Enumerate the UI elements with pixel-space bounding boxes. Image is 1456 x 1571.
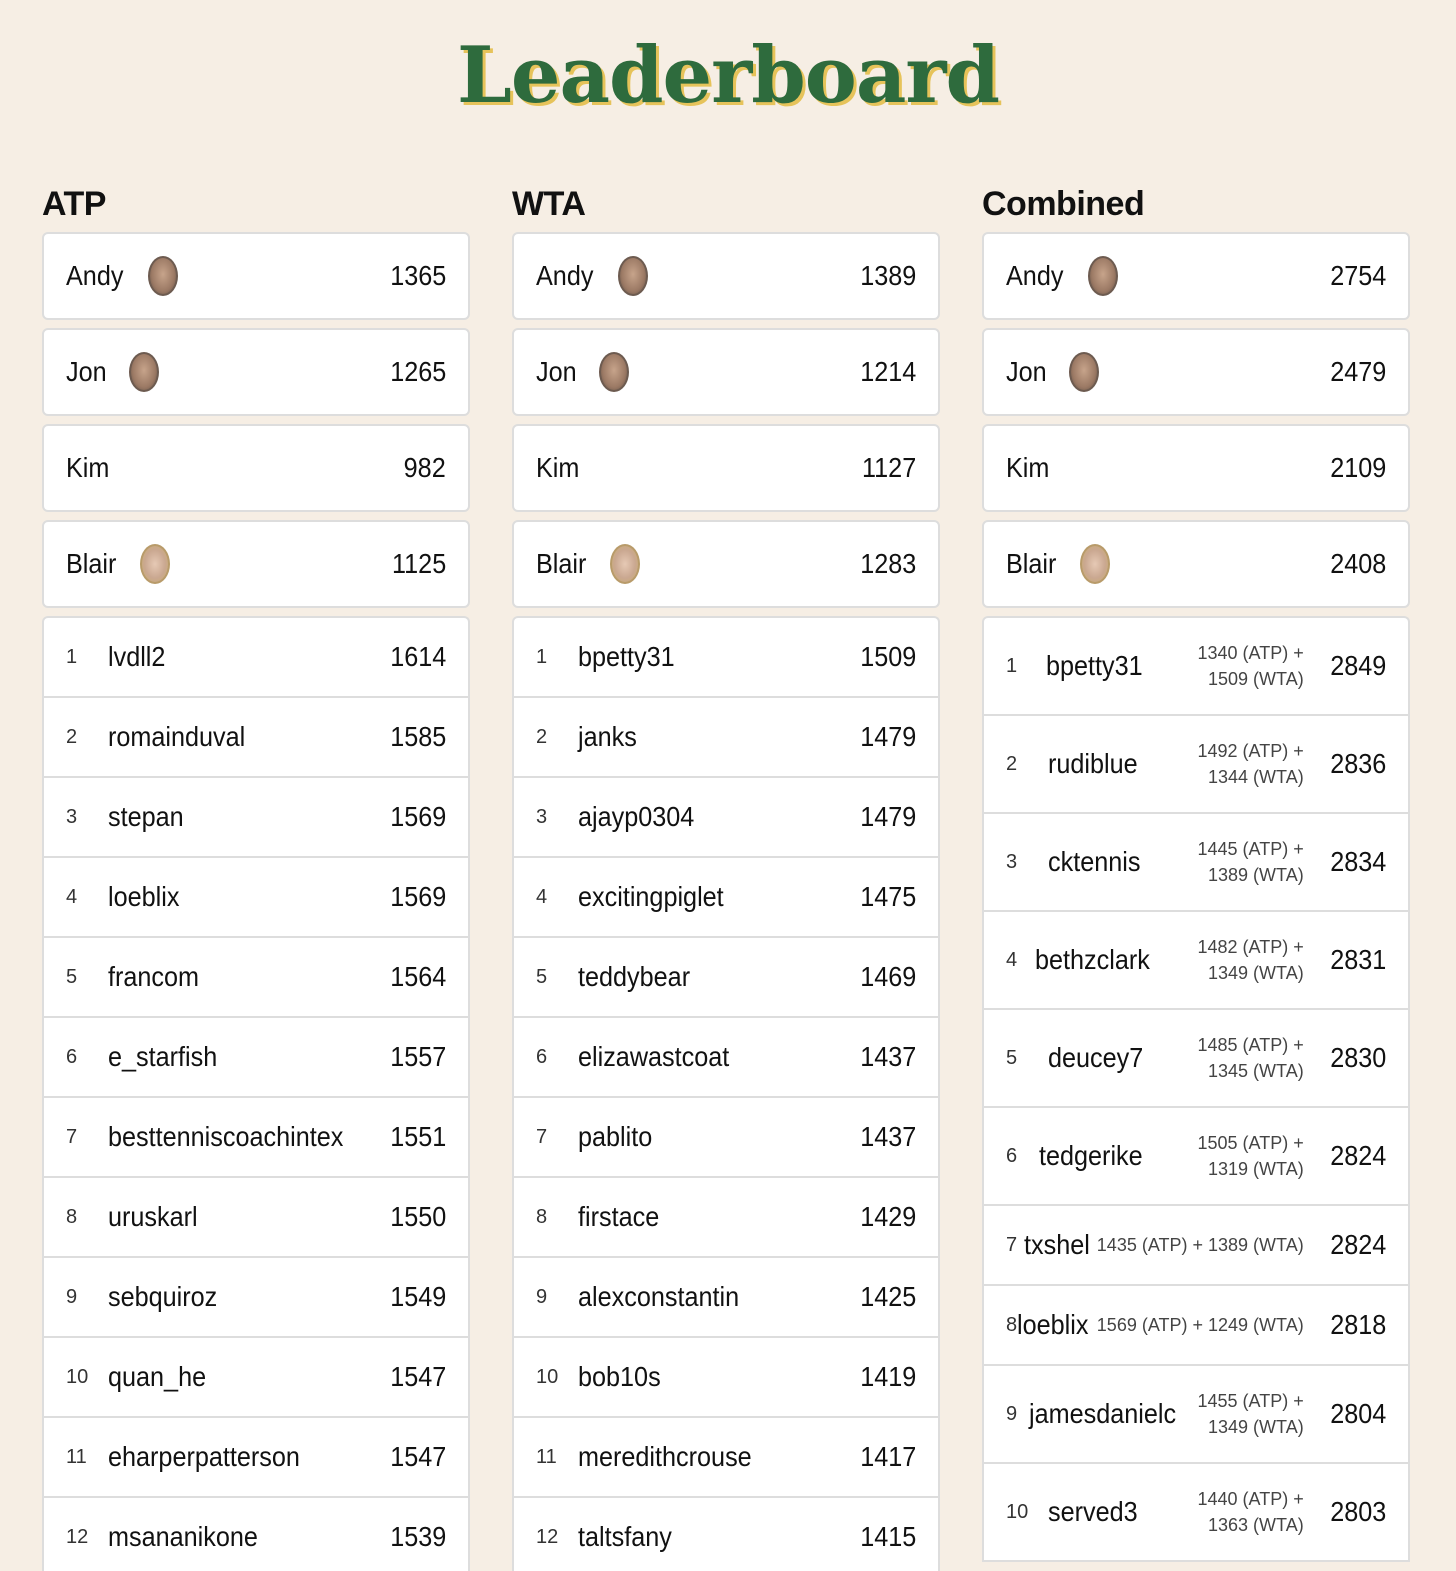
username: pablito — [578, 1121, 653, 1152]
rank-number: 9 — [536, 1285, 548, 1308]
score-breakdown: 1455 (ATP) + 1349 (WTA) — [1197, 1391, 1304, 1437]
username: sebquiroz — [108, 1281, 218, 1312]
leaderboard-column-atp — [42, 182, 470, 1571]
rank-number: 4 — [1006, 948, 1018, 971]
rank-number: 1 — [536, 645, 548, 668]
score: 1549 — [389, 1281, 446, 1312]
rank-number: 9 — [66, 1285, 78, 1308]
rank-number: 12 — [66, 1525, 89, 1548]
score-breakdown: 1482 (ATP) + 1349 (WTA) — [1197, 937, 1304, 983]
username: besttenniscoachintex — [108, 1121, 344, 1152]
table-row[interactable] — [44, 1498, 468, 1571]
table-row[interactable] — [514, 778, 938, 858]
avatar-icon — [148, 256, 178, 296]
username: taltsfany — [578, 1521, 672, 1552]
friend-score: 2109 — [1329, 452, 1386, 483]
rank-number: 7 — [1006, 1233, 1018, 1256]
friend-card[interactable] — [982, 232, 1410, 320]
score: 2849 — [1329, 650, 1386, 681]
score: 1569 — [389, 801, 446, 832]
username: txshel — [1023, 1229, 1090, 1260]
score: 1437 — [859, 1121, 916, 1152]
friend-score: 1283 — [859, 548, 916, 579]
rank-number: 2 — [66, 725, 78, 748]
friend-name: Blair — [536, 548, 587, 579]
score: 1509 — [859, 641, 916, 672]
username: msananikone — [108, 1521, 258, 1552]
score: 1425 — [859, 1281, 916, 1312]
score: 1547 — [389, 1361, 446, 1392]
table-row[interactable] — [514, 858, 938, 938]
score-breakdown: 1485 (ATP) + 1345 (WTA) — [1197, 1035, 1304, 1081]
username: uruskarl — [108, 1201, 198, 1232]
username: romainduval — [108, 721, 246, 752]
score-breakdown: 1569 (ATP) + 1249 (WTA) — [1096, 1315, 1304, 1335]
score: 1479 — [859, 801, 916, 832]
rank-number: 3 — [536, 805, 548, 828]
avatar-icon — [1069, 352, 1099, 392]
score: 2824 — [1329, 1140, 1386, 1171]
table-row[interactable] — [44, 698, 468, 778]
friend-name: Andy — [536, 260, 594, 291]
friend-card[interactable] — [512, 328, 940, 416]
username: loeblix — [1017, 1309, 1089, 1340]
username: excitingpiglet — [578, 881, 724, 912]
table-row[interactable] — [984, 1108, 1408, 1206]
username: bpetty31 — [578, 641, 675, 672]
friend-score: 1389 — [859, 260, 916, 291]
rank-number: 5 — [1006, 1046, 1018, 1069]
table-row[interactable] — [44, 1178, 468, 1258]
username: ajayp0304 — [578, 801, 695, 832]
score: 1569 — [389, 881, 446, 912]
score: 1551 — [389, 1121, 446, 1152]
avatar-icon — [1088, 256, 1118, 296]
username: bpetty31 — [1046, 650, 1143, 681]
friend-name: Kim — [66, 452, 110, 483]
rank-number: 8 — [536, 1205, 548, 1228]
table-row[interactable] — [984, 1206, 1408, 1286]
rank-number: 4 — [536, 885, 548, 908]
table-row[interactable] — [984, 1010, 1408, 1108]
friend-score: 1125 — [391, 548, 446, 579]
score-breakdown: 1492 (ATP) + 1344 (WTA) — [1197, 741, 1304, 787]
avatar-icon — [618, 256, 648, 296]
table-row[interactable] — [44, 938, 468, 1018]
friend-card[interactable] — [42, 424, 470, 512]
table-row[interactable] — [514, 1418, 938, 1498]
table-row[interactable] — [514, 1338, 938, 1418]
friend-card[interactable] — [982, 328, 1410, 416]
username: stepan — [108, 801, 184, 832]
table-row[interactable] — [984, 716, 1408, 814]
username: cktennis — [1048, 846, 1141, 877]
score: 2818 — [1329, 1309, 1386, 1340]
score: 1415 — [859, 1521, 916, 1552]
table-row[interactable] — [984, 618, 1408, 716]
friend-score: 982 — [403, 452, 446, 483]
avatar-icon — [140, 544, 170, 584]
rank-number: 9 — [1006, 1402, 1018, 1425]
friend-card[interactable] — [42, 328, 470, 416]
friend-name: Kim — [1006, 452, 1050, 483]
rank-list — [42, 616, 470, 1571]
page-title: Leaderboard — [456, 30, 999, 121]
friend-card[interactable] — [42, 520, 470, 608]
rank-list — [512, 616, 940, 1571]
username: loeblix — [108, 881, 180, 912]
rank-number: 7 — [536, 1125, 548, 1148]
table-row[interactable] — [44, 778, 468, 858]
rank-number: 6 — [1006, 1144, 1018, 1167]
username: alexconstantin — [578, 1281, 740, 1312]
table-row[interactable] — [514, 698, 938, 778]
table-row[interactable] — [514, 1178, 938, 1258]
username: rudiblue — [1048, 748, 1138, 779]
table-row[interactable] — [984, 1366, 1408, 1464]
table-row[interactable] — [44, 1418, 468, 1498]
column-title: ATP — [42, 185, 106, 223]
friend-score: 1214 — [859, 356, 916, 387]
rank-number: 11 — [66, 1445, 87, 1468]
score: 2804 — [1329, 1398, 1386, 1429]
table-row[interactable] — [44, 858, 468, 938]
friend-card[interactable] — [982, 424, 1410, 512]
score: 1475 — [859, 881, 916, 912]
score-breakdown: 1505 (ATP) + 1319 (WTA) — [1197, 1133, 1304, 1179]
avatar-icon — [129, 352, 159, 392]
table-row[interactable] — [514, 1018, 938, 1098]
rank-number: 8 — [66, 1205, 78, 1228]
username: deucey7 — [1047, 1042, 1144, 1073]
score: 1479 — [859, 721, 916, 752]
username: tedgerike — [1038, 1140, 1143, 1171]
table-row[interactable] — [44, 1098, 468, 1178]
score: 1614 — [389, 641, 446, 672]
avatar-icon — [599, 352, 629, 392]
table-row[interactable] — [44, 1258, 468, 1338]
username: served3 — [1048, 1496, 1138, 1527]
friend-card[interactable] — [512, 424, 940, 512]
score-breakdown: 1440 (ATP) + 1363 (WTA) — [1197, 1489, 1304, 1535]
avatar-icon — [1080, 544, 1110, 584]
friend-score: 1127 — [861, 452, 916, 483]
friend-name: Blair — [1006, 548, 1057, 579]
score-breakdown: 1445 (ATP) + 1389 (WTA) — [1197, 839, 1304, 885]
friend-card[interactable] — [512, 232, 940, 320]
friend-score: 2479 — [1329, 356, 1386, 387]
rank-number: 3 — [1006, 850, 1018, 873]
score: 1557 — [389, 1041, 446, 1072]
avatar-icon — [610, 544, 640, 584]
score: 1550 — [389, 1201, 446, 1232]
rank-number: 6 — [66, 1045, 78, 1068]
rank-number: 5 — [66, 965, 78, 988]
table-row[interactable] — [514, 1098, 938, 1178]
table-row[interactable] — [44, 1338, 468, 1418]
friend-name: Blair — [66, 548, 117, 579]
username: elizawastcoat — [578, 1041, 730, 1072]
score: 1437 — [859, 1041, 916, 1072]
friend-card[interactable] — [42, 232, 470, 320]
rank-number: 7 — [66, 1125, 78, 1148]
friend-name: Andy — [66, 260, 124, 291]
score: 1539 — [389, 1521, 446, 1552]
leaderboard-column-wta — [512, 182, 940, 1571]
score: 2836 — [1329, 748, 1386, 779]
rank-number: 4 — [66, 885, 78, 908]
rank-number: 10 — [536, 1365, 559, 1388]
score: 2831 — [1329, 944, 1386, 975]
rank-number: 10 — [1006, 1500, 1029, 1523]
column-title: Combined — [982, 185, 1145, 223]
friend-card[interactable] — [982, 520, 1410, 608]
username: jamesdanielc — [1028, 1398, 1176, 1429]
rank-number: 5 — [536, 965, 548, 988]
friend-card[interactable] — [512, 520, 940, 608]
friend-name: Kim — [536, 452, 580, 483]
table-row[interactable] — [984, 1464, 1408, 1562]
username: meredithcrouse — [578, 1441, 752, 1472]
friend-score: 1265 — [389, 356, 446, 387]
table-row[interactable] — [984, 1286, 1408, 1366]
username: janks — [578, 721, 637, 752]
table-row[interactable] — [984, 814, 1408, 912]
rank-number: 10 — [66, 1365, 89, 1388]
table-row[interactable] — [44, 1018, 468, 1098]
score: 2830 — [1329, 1042, 1386, 1073]
friend-score: 1365 — [389, 260, 446, 291]
friend-name: Jon — [536, 356, 577, 387]
username: quan_he — [108, 1361, 207, 1392]
table-row[interactable] — [44, 618, 468, 698]
score: 1547 — [389, 1441, 446, 1472]
username: e_starfish — [108, 1041, 218, 1072]
column-title: WTA — [512, 185, 586, 223]
rank-number: 1 — [66, 645, 78, 668]
friend-name: Jon — [1006, 356, 1047, 387]
rank-number: 8 — [1006, 1313, 1018, 1336]
username: bob10s — [578, 1361, 661, 1392]
score: 1469 — [859, 961, 916, 992]
username: lvdll2 — [108, 641, 166, 672]
score: 1564 — [389, 961, 446, 992]
score-breakdown: 1340 (ATP) + 1509 (WTA) — [1197, 643, 1304, 689]
table-row[interactable] — [514, 938, 938, 1018]
score-breakdown: 1435 (ATP) + 1389 (WTA) — [1096, 1235, 1304, 1255]
friend-score: 2408 — [1329, 548, 1386, 579]
rank-number: 1 — [1006, 654, 1018, 677]
rank-number: 6 — [536, 1045, 548, 1068]
friend-score: 2754 — [1329, 260, 1386, 291]
rank-number: 3 — [66, 805, 78, 828]
score: 1419 — [859, 1361, 916, 1392]
table-row[interactable] — [514, 618, 938, 698]
username: eharperpatterson — [108, 1441, 300, 1472]
username: francom — [108, 961, 200, 992]
table-row[interactable] — [984, 912, 1408, 1010]
score: 1429 — [859, 1201, 916, 1232]
score: 2824 — [1329, 1229, 1386, 1260]
username: bethzclark — [1034, 944, 1150, 975]
username: teddybear — [578, 961, 691, 992]
score: 2834 — [1329, 846, 1386, 877]
rank-number: 12 — [536, 1525, 559, 1548]
rank-list — [982, 616, 1410, 1562]
friend-name: Jon — [66, 356, 107, 387]
username: firstace — [578, 1201, 660, 1232]
rank-number: 2 — [1006, 752, 1018, 775]
score: 2803 — [1329, 1496, 1386, 1527]
table-row[interactable] — [514, 1258, 938, 1338]
leaderboard-column-combined — [982, 182, 1410, 1562]
score: 1585 — [389, 721, 446, 752]
rank-number: 11 — [536, 1445, 557, 1468]
table-row[interactable] — [514, 1498, 938, 1571]
friend-name: Andy — [1006, 260, 1064, 291]
score: 1417 — [859, 1441, 916, 1472]
rank-number: 2 — [536, 725, 548, 748]
